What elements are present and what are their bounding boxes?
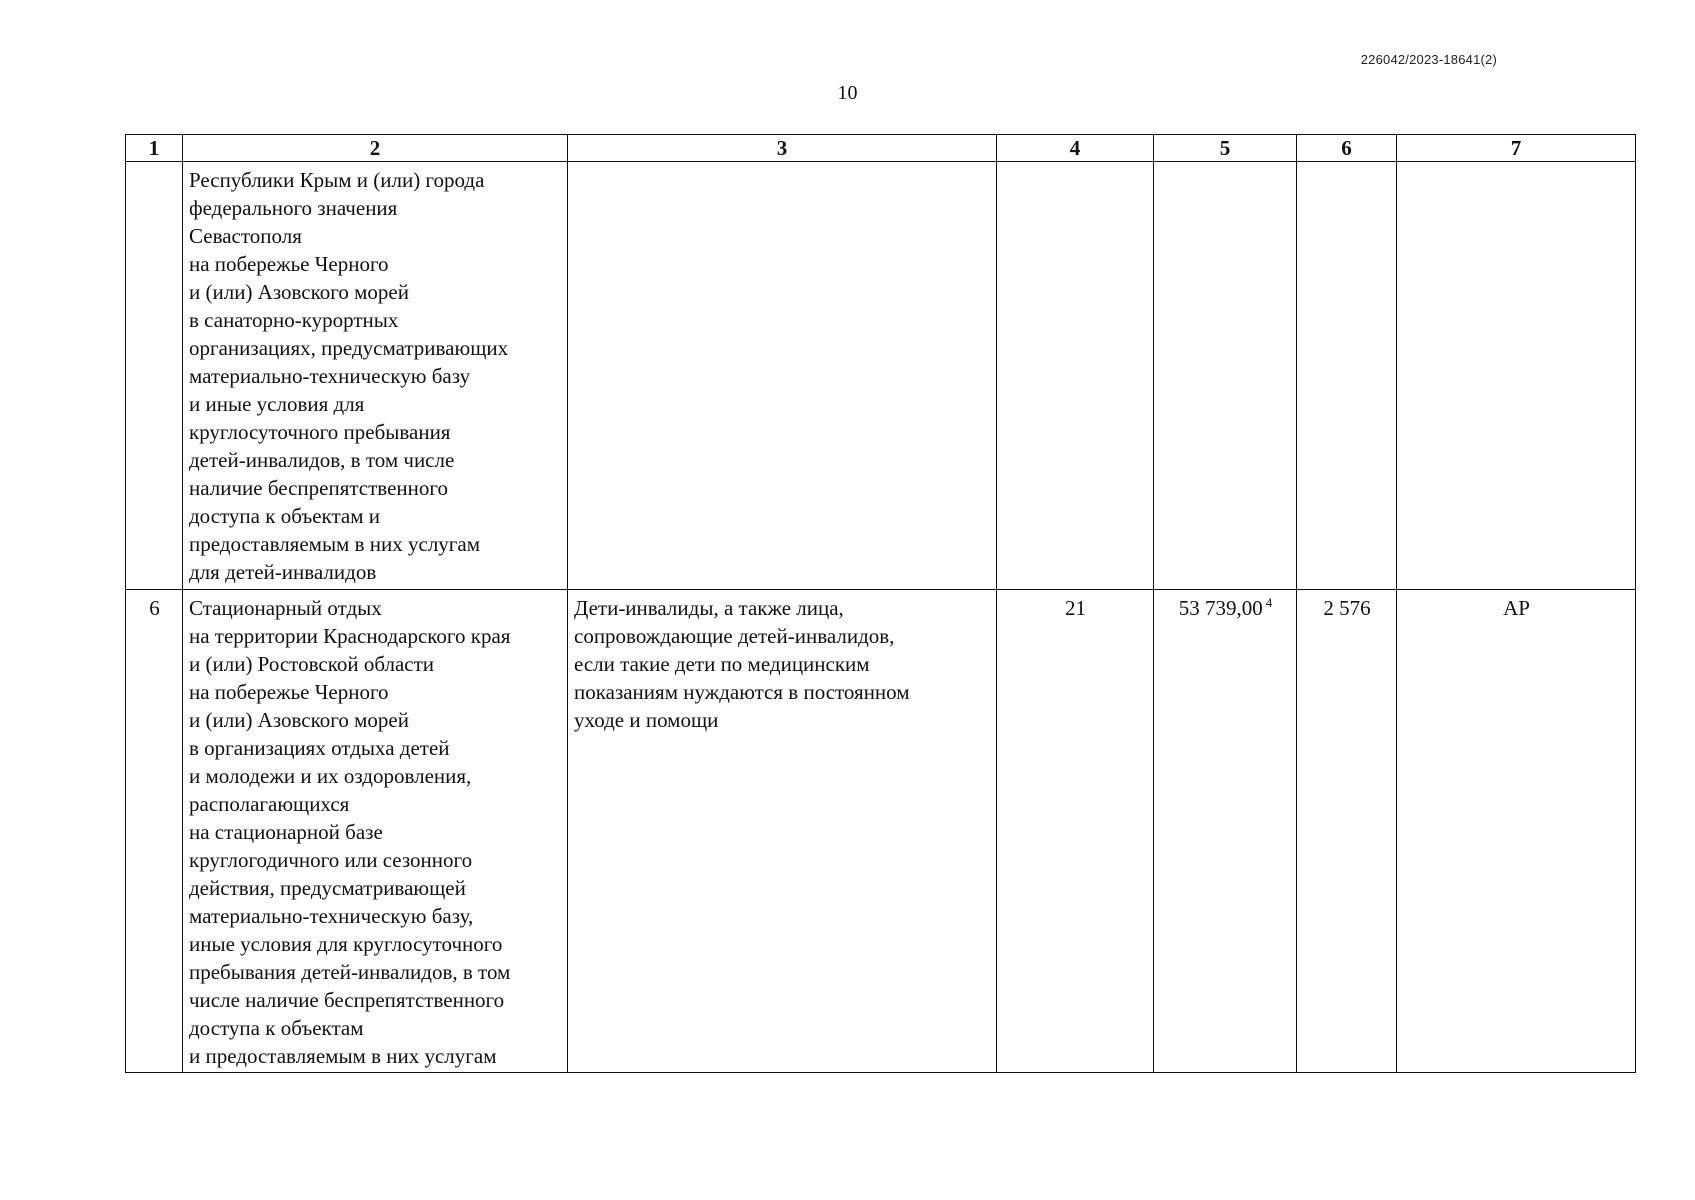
table-header [126, 135, 1636, 162]
recipients-text: Дети-инвалиды, а также лица, сопровождающие детей-инвалидов, если такие дети по медицинским показаниям нуждаются в постоянном уходе и помощи [574, 596, 910, 732]
column-4-cell: 21 [997, 590, 1154, 1073]
column-header-4: 4 [997, 135, 1154, 162]
service-name-cell [183, 162, 568, 590]
service-name-cell [183, 590, 568, 1073]
column-header-1: 1 [126, 135, 183, 162]
column-6-cell [1297, 162, 1397, 590]
table-row [126, 162, 1636, 590]
column-7-cell [1397, 162, 1636, 590]
column-header-2: 2 [183, 135, 568, 162]
column-header-6: 6 [1297, 135, 1397, 162]
column-5-value: 53 739,00 [1178, 596, 1263, 620]
document-registration-number: 226042/2023-18641(2) [1360, 52, 1497, 67]
row-number-cell [126, 162, 183, 590]
column-5-cell [1154, 162, 1297, 590]
service-name-text: Стационарный отдых на территории Краснодарского края и (или) Ростовской области на побережье Черного и (или) Азовского морей в организациях отдыха детей и молодежи и их оздоровления, располагающихся на стационарной базе круглогодичного или сезонного действия, предусматривающей материально-техническую базу, иные условия для круглосуточного пребывания детей-инвалидов, в том числе наличие беспрепятственного доступа к объектам и предоставляемым в них услугам [189, 596, 511, 1068]
recipients-cell [568, 162, 997, 590]
column-7-cell: АР [1397, 590, 1636, 1073]
service-name-text: Республики Крым и (или) города федерального значения Севастополя на побережье Черного и (или) Азовского морей в санаторно-курортных организациях, предусматривающих материально-техническую базу и иные условия для круглосуточного пребывания детей-инвалидов, в том числе наличие беспрепятственного доступа к объектам и предоставляемым в них услугам для детей-инвалидов [189, 168, 509, 584]
services-table [125, 134, 1636, 1073]
column-header-7: 7 [1397, 135, 1636, 162]
recipients-cell [568, 590, 997, 1073]
column-header-5: 5 [1154, 135, 1297, 162]
header-row [126, 135, 1636, 162]
column-header-3: 3 [568, 135, 997, 162]
column-6-cell: 2 576 [1297, 590, 1397, 1073]
page-number: 10 [837, 82, 858, 104]
column-5-cell [1154, 590, 1297, 1073]
table-row [126, 590, 1636, 1073]
row-number-cell: 6 [126, 590, 183, 1073]
footnote-marker: 4 [1265, 595, 1273, 610]
column-4-cell [997, 162, 1154, 590]
